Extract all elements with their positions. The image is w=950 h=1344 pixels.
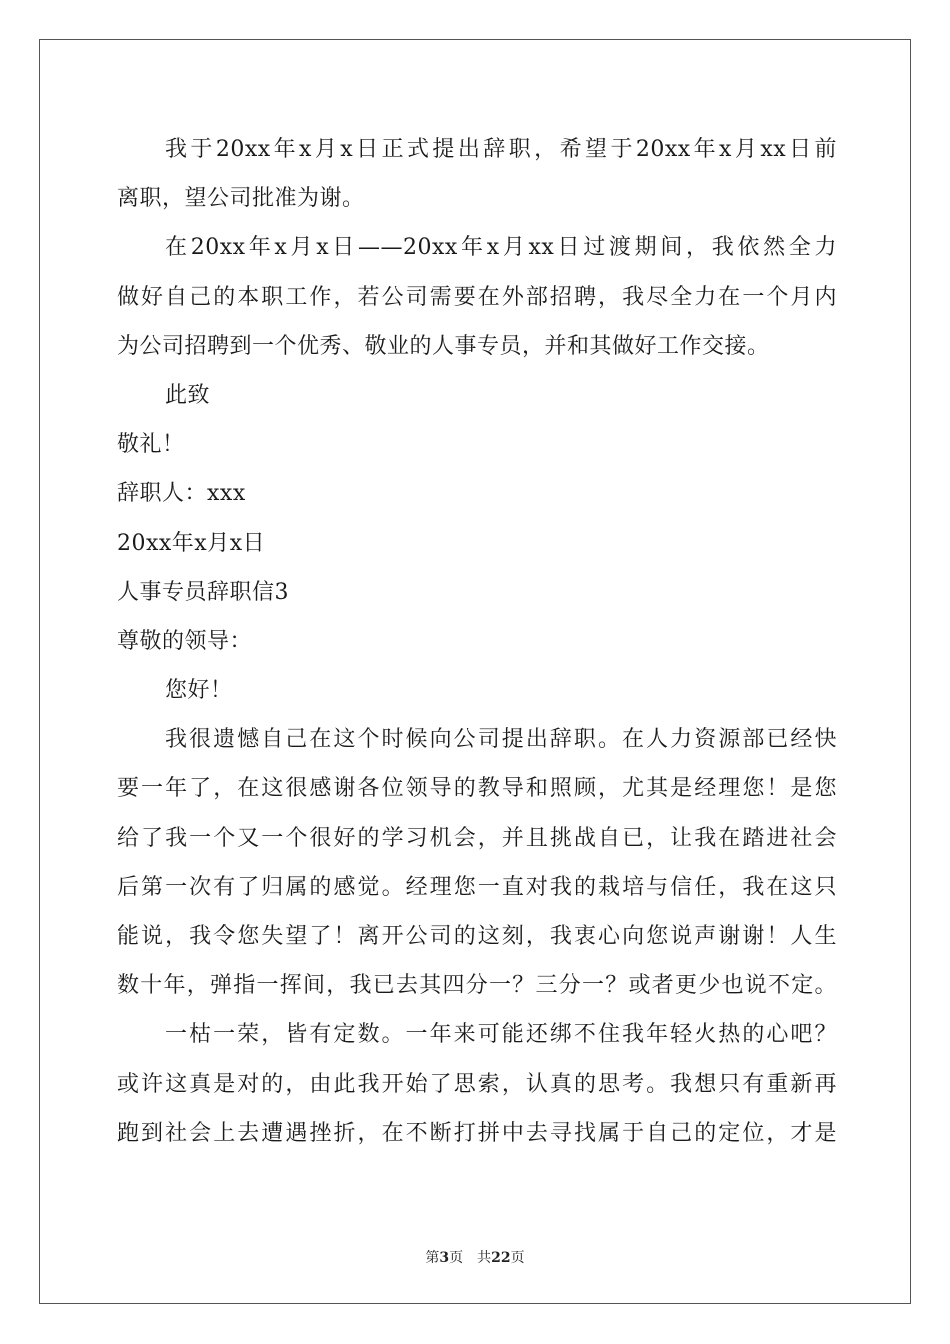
footer-total-unit: 页 <box>510 1250 525 1266</box>
text-line: 要一年了，在这很感谢各位领导的教导和照顾，尤其是经理您！是您 <box>117 776 837 802</box>
text-line: 辞职人：xxx <box>117 481 246 507</box>
text-line: 20xx年x月x日 <box>117 530 266 556</box>
text-line: 能说，我令您失望了！离开公司的这刻，我衷心向您说声谢谢！人生 <box>117 924 837 949</box>
footer-page-unit: 页 <box>449 1250 464 1266</box>
text-line: 给了我一个又一个很好的学习机会，并且挑战自已，让我在踏进社会 <box>117 825 837 851</box>
text-line: 数十年，弹指一挥间，我已去其四分一？三分一？或者更少也说不定。 <box>117 973 837 999</box>
text-line: 我很遗憾自己在这个时候向公司提出辞职。在人力资源部已经快 <box>165 727 837 753</box>
text-line: 此致 <box>165 382 211 408</box>
text-line: 跑到社会上去遭遇挫折，在不断打拼中去寻找属于自己的定位，才是 <box>117 1120 837 1146</box>
text-line: 离职，望公司批准为谢。 <box>117 186 365 212</box>
text-line: 尊敬的领导： <box>117 628 253 654</box>
footer-page-prefix: 第 <box>425 1250 440 1266</box>
footer-total-prefix: 共 <box>477 1250 492 1266</box>
footer-total-pages: 22 <box>491 1250 511 1266</box>
text-line: 或许这真是对的，由此我开始了思索，认真的思考。我想只有重新再 <box>117 1071 837 1097</box>
text-line: 人事专员辞职信3 <box>117 579 289 605</box>
text-line: 在20xx年x月x日——20xx年x月xx日过渡期间，我依然全力 <box>165 235 837 261</box>
text-line: 为公司招聘到一个优秀、敬业的人事专员，并和其做好工作交接。 <box>117 333 770 359</box>
text-line: 我于20xx年x月x日正式提出辞职，希望于20xx年x月xx日前 <box>165 137 837 162</box>
text-line: 后第一次有了归属的感觉。经理您一直对我的栽培与信任，我在这只 <box>117 874 837 900</box>
text-line: 您好！ <box>165 678 233 704</box>
document-body <box>117 125 837 1158</box>
footer-current-page: 3 <box>439 1250 450 1266</box>
text-line: 敬礼！ <box>117 432 185 458</box>
text-line: 一枯一荣，皆有定数。一年来可能还绑不住我年轻火热的心吧？ <box>165 1022 837 1048</box>
text-line: 做好自己的本职工作，若公司需要在外部招聘，我尽全力在一个月内 <box>117 284 837 310</box>
page-footer <box>0 1247 950 1267</box>
